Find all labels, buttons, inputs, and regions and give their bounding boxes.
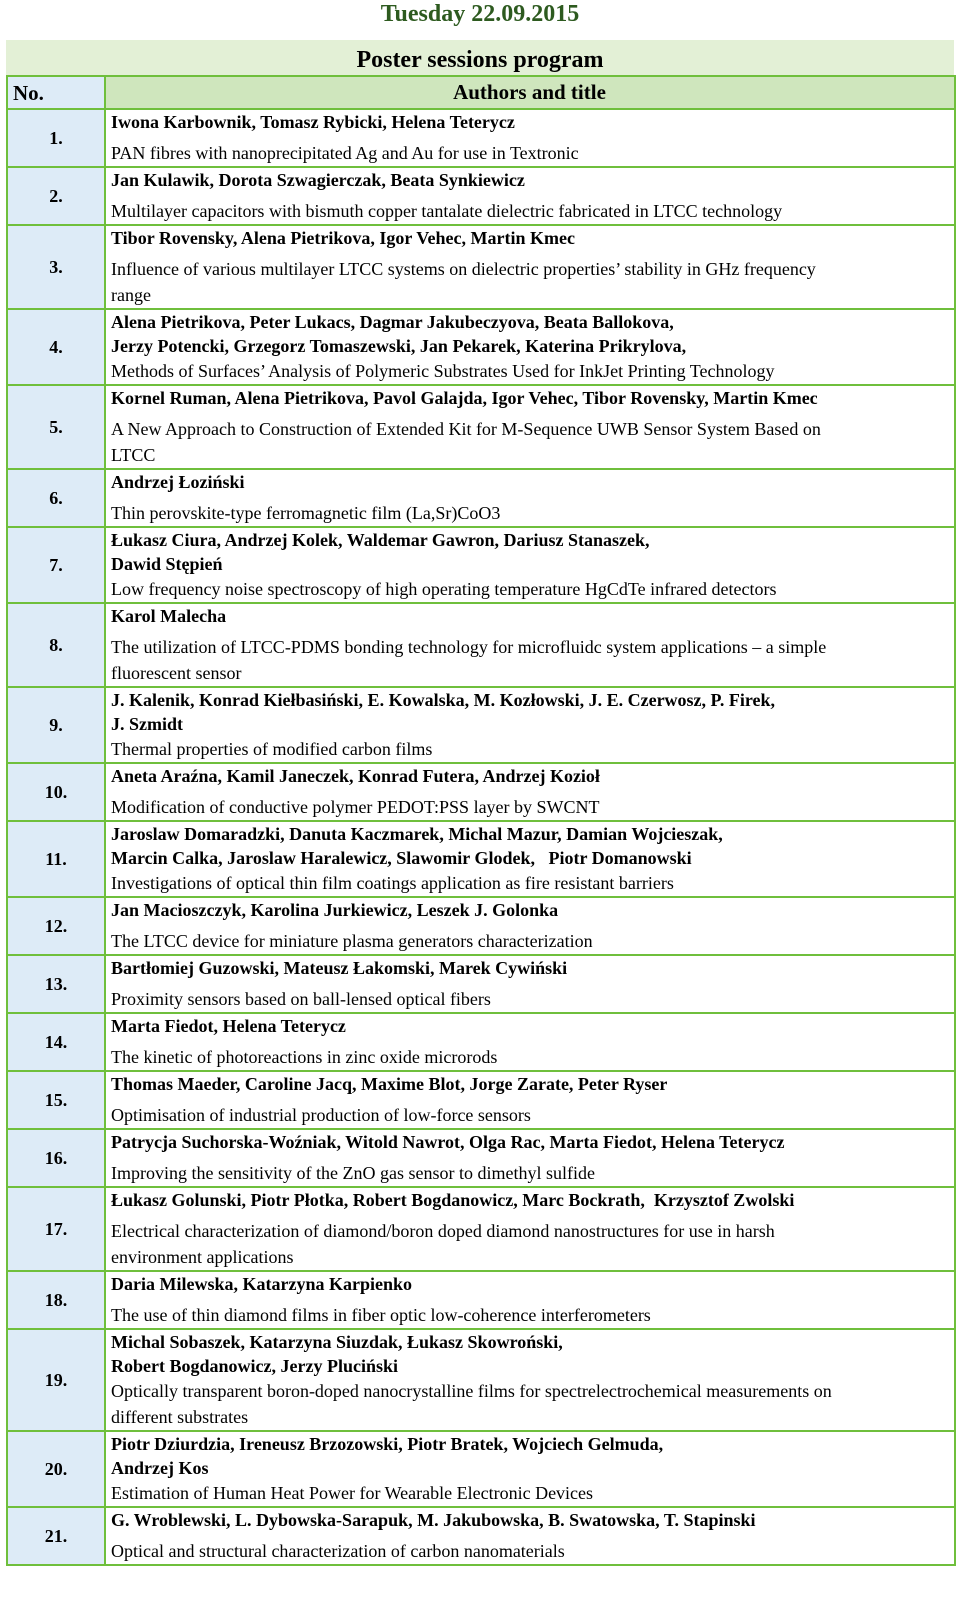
- poster-authors: Tibor Rovensky, Alena Pietrikova, Igor Vehec, Martin Kmec: [111, 228, 575, 248]
- poster-title: Thermal properties of modified carbon films: [111, 739, 433, 759]
- table-row: [7, 1329, 955, 1431]
- poster-authors: Andrzej Łoziński: [111, 472, 245, 492]
- table-row: [7, 527, 955, 603]
- poster-title: environment applications: [111, 1247, 294, 1267]
- poster-authors: Marta Fiedot, Helena Teterycz: [111, 1016, 346, 1036]
- poster-title: The LTCC device for miniature plasma generators characterization: [111, 931, 593, 951]
- poster-entry: [105, 1507, 955, 1565]
- poster-authors: Bartłomiej Guzowski, Mateusz Łakomski, Marek Cywiński: [111, 958, 568, 978]
- poster-number: 9.: [7, 687, 105, 763]
- program-sheet: [6, 40, 954, 1566]
- poster-title: Methods of Surfaces’ Analysis of Polymeric Substrates Used for InkJet Printing Technology: [111, 361, 775, 381]
- poster-entry: [105, 1013, 955, 1071]
- table-row: [7, 225, 955, 309]
- table-row: [7, 109, 955, 167]
- table-row: [7, 821, 955, 897]
- poster-number: 12.: [7, 897, 105, 955]
- poster-number: 5.: [7, 385, 105, 469]
- poster-title: Electrical characterization of diamond/boron doped diamond nanostructures for use in harsh: [111, 1221, 775, 1241]
- poster-number: 16.: [7, 1129, 105, 1187]
- poster-entry: [105, 1329, 955, 1431]
- poster-authors: Iwona Karbownik, Tomasz Rybicki, Helena Teterycz: [111, 112, 515, 132]
- table-row: [7, 955, 955, 1013]
- table-row: [7, 1013, 955, 1071]
- poster-title: fluorescent sensor: [111, 663, 242, 683]
- poster-entry: [105, 1271, 955, 1329]
- poster-number: 19.: [7, 1329, 105, 1431]
- table-row: [7, 687, 955, 763]
- poster-title: Optical and structural characterization of carbon nanomaterials: [111, 1541, 565, 1561]
- poster-title: PAN fibres with nanoprecipitated Ag and Au for use in Textronic: [111, 143, 579, 163]
- poster-entry: [105, 167, 955, 225]
- poster-entry: [105, 603, 955, 687]
- table-header-row: [7, 76, 955, 109]
- poster-title: Investigations of optical thin film coatings application as fire resistant barriers: [111, 873, 674, 893]
- session-title: Poster sessions program: [6, 40, 954, 75]
- poster-number: 14.: [7, 1013, 105, 1071]
- poster-authors: Kornel Ruman, Alena Pietrikova, Pavol Galajda, Igor Vehec, Tibor Rovensky, Martin Kmec: [111, 388, 818, 408]
- poster-title: LTCC: [111, 445, 156, 465]
- poster-authors: G. Wroblewski, L. Dybowska-Sarapuk, M. Jakubowska, B. Swatowska, T. Stapinski: [111, 1510, 756, 1530]
- poster-title: The kinetic of photoreactions in zinc oxide microrods: [111, 1047, 498, 1067]
- poster-authors: Jaroslaw Domaradzki, Danuta Kaczmarek, Michal Mazur, Damian Wojcieszak,: [111, 824, 723, 844]
- table-row: [7, 309, 955, 385]
- poster-authors: Andrzej Kos: [111, 1458, 209, 1478]
- page-date: Tuesday 22.09.2015: [380, 1, 580, 27]
- poster-title: The use of thin diamond films in fiber optic low-coherence interferometers: [111, 1305, 651, 1325]
- poster-entry: [105, 225, 955, 309]
- poster-authors: Jerzy Potencki, Grzegorz Tomaszewski, Jan Pekarek, Katerina Prikrylova,: [111, 336, 687, 356]
- poster-number: 7.: [7, 527, 105, 603]
- table-row: [7, 897, 955, 955]
- poster-authors: Dawid Stępień: [111, 554, 223, 574]
- poster-authors: Jan Kulawik, Dorota Szwagierczak, Beata Synkiewicz: [111, 170, 525, 190]
- poster-title: different substrates: [111, 1407, 249, 1427]
- poster-entry: [105, 1129, 955, 1187]
- poster-title: The utilization of LTCC-PDMS bonding technology for microfluidc system applications – a simple: [111, 637, 827, 657]
- poster-title: Proximity sensors based on ball-lensed optical fibers: [111, 989, 491, 1009]
- poster-entry: [105, 1431, 955, 1507]
- poster-authors: Alena Pietrikova, Peter Lukacs, Dagmar Jakubeczyova, Beata Ballokova,: [111, 312, 674, 332]
- poster-title: range: [111, 285, 151, 305]
- poster-number: 20.: [7, 1431, 105, 1507]
- poster-authors: Łukasz Ciura, Andrzej Kolek, Waldemar Gawron, Dariusz Stanaszek,: [111, 530, 650, 550]
- poster-title: Multilayer capacitors with bismuth copper tantalate dielectric fabricated in LTCC technology: [111, 201, 783, 221]
- poster-title: Optimisation of industrial production of low-force sensors: [111, 1105, 531, 1125]
- poster-table: [6, 75, 956, 1566]
- table-row: [7, 603, 955, 687]
- poster-number: 6.: [7, 469, 105, 527]
- poster-entry: [105, 1187, 955, 1271]
- poster-title: Influence of various multilayer LTCC systems on dielectric properties’ stability in GHz frequency: [111, 259, 816, 279]
- poster-title: Optically transparent boron-doped nanocrystalline films for spectrelectrochemical measurements on: [111, 1381, 832, 1401]
- poster-number: 15.: [7, 1071, 105, 1129]
- poster-title: Estimation of Human Heat Power for Wearable Electronic Devices: [111, 1483, 594, 1503]
- poster-authors: Daria Milewska, Katarzyna Karpienko: [111, 1274, 412, 1294]
- column-header-no: No.: [7, 76, 105, 109]
- table-row: [7, 1071, 955, 1129]
- poster-number: 13.: [7, 955, 105, 1013]
- poster-entry: [105, 955, 955, 1013]
- poster-title: Low frequency noise spectroscopy of high operating temperature HgCdTe infrared detectors: [111, 579, 777, 599]
- poster-authors: Łukasz Golunski, Piotr Płotka, Robert Bogdanowicz, Marc Bockrath, Krzysztof Zwolski: [111, 1190, 795, 1210]
- poster-entry: [105, 469, 955, 527]
- poster-entry: [105, 309, 955, 385]
- table-row: [7, 1431, 955, 1507]
- poster-title: Modification of conductive polymer PEDOT:PSS layer by SWCNT: [111, 797, 600, 817]
- poster-authors: Patrycja Suchorska-Woźniak, Witold Nawrot, Olga Rac, Marta Fiedot, Helena Teterycz: [111, 1132, 785, 1152]
- table-row: [7, 1271, 955, 1329]
- table-row: [7, 1129, 955, 1187]
- poster-authors: Robert Bogdanowicz, Jerzy Pluciński: [111, 1356, 398, 1376]
- table-row: [7, 763, 955, 821]
- poster-number: 4.: [7, 309, 105, 385]
- poster-title: Improving the sensitivity of the ZnO gas sensor to dimethyl sulfide: [111, 1163, 595, 1183]
- poster-entry: [105, 763, 955, 821]
- poster-entry: [105, 687, 955, 763]
- poster-number: 8.: [7, 603, 105, 687]
- poster-title: Thin perovskite-type ferromagnetic film (La,Sr)CoO3: [111, 503, 501, 523]
- poster-number: 3.: [7, 225, 105, 309]
- poster-entry: [105, 109, 955, 167]
- poster-number: 10.: [7, 763, 105, 821]
- poster-number: 18.: [7, 1271, 105, 1329]
- column-header-authors: Authors and title: [105, 76, 955, 109]
- poster-authors: Thomas Maeder, Caroline Jacq, Maxime Blot, Jorge Zarate, Peter Ryser: [111, 1074, 668, 1094]
- table-row: [7, 469, 955, 527]
- table-row: [7, 1507, 955, 1565]
- poster-authors: Aneta Araźna, Kamil Janeczek, Konrad Futera, Andrzej Kozioł: [111, 766, 600, 786]
- table-row: [7, 1187, 955, 1271]
- poster-number: 2.: [7, 167, 105, 225]
- table-row: [7, 385, 955, 469]
- poster-number: 1.: [7, 109, 105, 167]
- poster-entry: [105, 897, 955, 955]
- poster-entry: [105, 385, 955, 469]
- poster-number: 21.: [7, 1507, 105, 1565]
- poster-entry: [105, 821, 955, 897]
- poster-number: 17.: [7, 1187, 105, 1271]
- poster-authors: Jan Macioszczyk, Karolina Jurkiewicz, Leszek J. Golonka: [111, 900, 559, 920]
- poster-entry: [105, 1071, 955, 1129]
- poster-authors: J. Szmidt: [111, 714, 183, 734]
- poster-authors: Karol Malecha: [111, 606, 227, 626]
- poster-authors: Michal Sobaszek, Katarzyna Siuzdak, Łukasz Skowroński,: [111, 1332, 563, 1352]
- table-row: [7, 167, 955, 225]
- poster-title: A New Approach to Construction of Extended Kit for M-Sequence UWB Sensor System Based on: [111, 419, 821, 439]
- poster-authors: Marcin Calka, Jaroslaw Haralewicz, Slawomir Glodek, Piotr Domanowski: [111, 848, 692, 868]
- poster-authors: Piotr Dziurdzia, Ireneusz Brzozowski, Piotr Bratek, Wojciech Gelmuda,: [111, 1434, 664, 1454]
- poster-authors: J. Kalenik, Konrad Kiełbasiński, E. Kowalska, M. Kozłowski, J. E. Czerwosz, P. Firek,: [111, 690, 776, 710]
- poster-entry: [105, 527, 955, 603]
- poster-number: 11.: [7, 821, 105, 897]
